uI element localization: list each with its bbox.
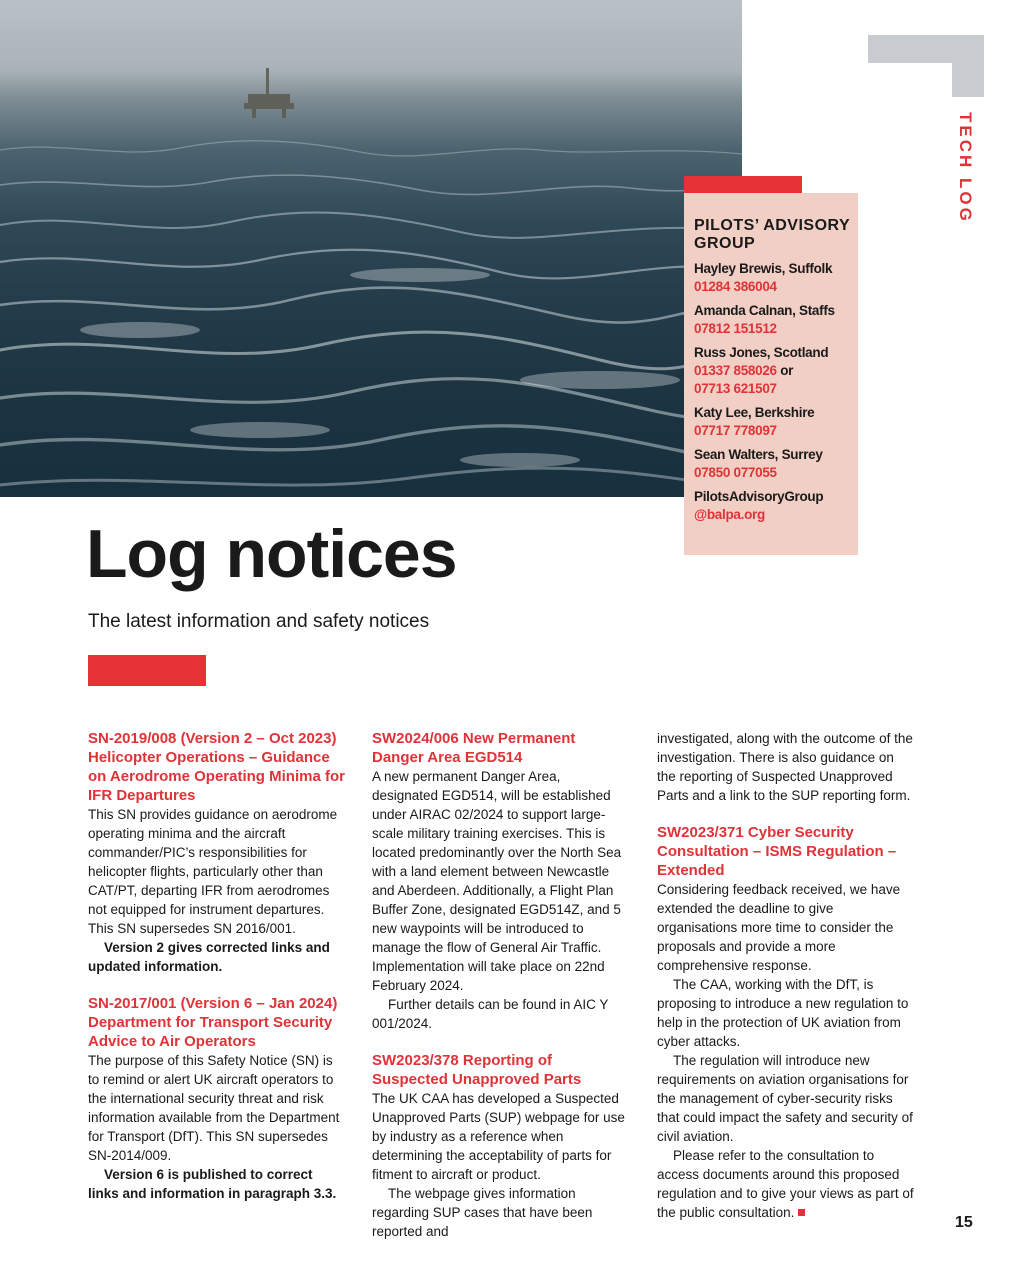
article-body-text: Please refer to the consultation to access documents around this proposed regulation and to give your views as part of the public consultation. bbox=[657, 1148, 914, 1220]
article-heading: SW2023/378 Reporting of Suspected Unapproved Parts bbox=[372, 1052, 582, 1088]
article-body: A new permanent Danger Area, designated EGD514, will be established under AIRAC 02/2024 to support large-scale military training exercises. This is located predominantly over the North Sea with a land element between Newcastle and Aberdeen. Additionally, a Flight Plan Buffer Zone, designated EGD514Z, and 5 new waypoints will be introduced to manage the flow of General Air Traffic. Implementation will take place on 22nd February 2024. bbox=[372, 769, 622, 993]
email-domain: @balpa.org bbox=[694, 507, 765, 522]
article-body-bold: Version 6 is published to correct links and information in paragraph 3.3. bbox=[88, 1167, 337, 1201]
advisory-contact bbox=[694, 260, 856, 296]
article-column-1 bbox=[88, 729, 346, 1203]
contact-name: Russ Jones, Scotland bbox=[694, 345, 829, 360]
page-subtitle: The latest information and safety notices bbox=[88, 611, 430, 632]
article-body: The CAA, working with the DfT, is proposing to introduce a new regulation to help in the protection of UK aviation from cyber attacks. bbox=[657, 977, 909, 1049]
advisory-title: PILOTS’ ADVISORY GROUP bbox=[694, 217, 850, 252]
contact-phone[interactable]: 07850 077055 bbox=[694, 465, 777, 480]
article-body: Further details can be found in AIC Y 001/2024. bbox=[372, 997, 609, 1031]
article-body-bold: Version 2 gives corrected links and updated information. bbox=[88, 940, 330, 974]
advisory-contact bbox=[694, 404, 856, 440]
article-heading: SN-2019/008 (Version 2 – Oct 2023) Helicopter Operations – Guidance on Aerodrome Operating Minima for IFR Departures bbox=[88, 730, 345, 804]
article-column-2 bbox=[372, 729, 630, 1241]
advisory-contact bbox=[694, 344, 856, 398]
article-heading: SN-2017/001 (Version 6 – Jan 2024) Department for Transport Security Advice to Air Operators bbox=[88, 995, 338, 1050]
article-body: Considering feedback received, we have extended the deadline to give organisations more time to consider the proposals and provide a more comprehensive response. bbox=[657, 882, 901, 973]
article-body: The webpage gives information regarding SUP cases that have been reported and bbox=[372, 1186, 593, 1239]
contact-phone[interactable]: 07717 778097 bbox=[694, 423, 777, 438]
title-accent-bar bbox=[88, 655, 206, 686]
end-mark-icon bbox=[798, 1209, 805, 1216]
advisory-panel bbox=[684, 193, 858, 555]
article-body: This SN provides guidance on aerodrome operating minima and the aircraft commander/PIC’s responsibilities for helicopter flights, particularly other than CAT/PT, departing IFR from aerodromes not equipped for instrument departures. This SN supersedes SN 2016/001. bbox=[88, 807, 338, 936]
section-label: TECH LOG bbox=[956, 112, 975, 224]
advisory-email[interactable] bbox=[694, 488, 856, 524]
contact-phone[interactable]: 01337 858026 bbox=[694, 363, 777, 378]
article-heading: SW2023/371 Cyber Security Consultation – ISMS Regulation – Extended bbox=[657, 824, 897, 879]
article-body: The purpose of this Safety Notice (SN) is to remind or alert UK aircraft operators to the international security threat and risk information available from the Department for Transport (DfT). This SN supersedes SN-2014/009. bbox=[88, 1053, 340, 1163]
advisory-contact bbox=[694, 446, 856, 482]
page-number: 15 bbox=[955, 1214, 973, 1231]
advisory-contact bbox=[694, 302, 856, 338]
page-title: Log notices bbox=[86, 516, 457, 592]
contact-name: Hayley Brewis, Suffolk bbox=[694, 261, 833, 276]
article-body: The regulation will introduce new requirements on aviation organisations for the management of cyber-security risks that could impact the safety and security of civil aviation. bbox=[657, 1053, 913, 1144]
article-heading: SW2024/006 New Permanent Danger Area EGD514 bbox=[372, 730, 576, 766]
corner-tab-decoration bbox=[868, 35, 984, 97]
hero-photo bbox=[0, 0, 742, 497]
stormy-sea-photo-icon bbox=[0, 0, 742, 497]
contact-joiner: or bbox=[776, 363, 794, 378]
article-body: The UK CAA has developed a Suspected Unapproved Parts (SUP) webpage for use by industry as a reference when determining the acceptability of parts for fitment to aircraft or product. bbox=[372, 1091, 625, 1182]
contact-phone-alt[interactable]: 07713 621507 bbox=[694, 381, 777, 396]
contact-phone[interactable]: 07812 151512 bbox=[694, 321, 777, 336]
email-user: PilotsAdvisoryGroup bbox=[694, 489, 824, 504]
contact-name: Katy Lee, Berkshire bbox=[694, 405, 815, 420]
article-body-last bbox=[657, 1146, 915, 1222]
article-body-continued: investigated, along with the outcome of the investigation. There is also guidance on the reporting of Suspected Unapproved Parts and a link to the SUP reporting form. bbox=[657, 731, 913, 803]
contact-phone[interactable]: 01284 386004 bbox=[694, 279, 777, 294]
article-column-3 bbox=[657, 729, 915, 1222]
contact-name: Sean Walters, Surrey bbox=[694, 447, 823, 462]
contact-name: Amanda Calnan, Staffs bbox=[694, 303, 835, 318]
